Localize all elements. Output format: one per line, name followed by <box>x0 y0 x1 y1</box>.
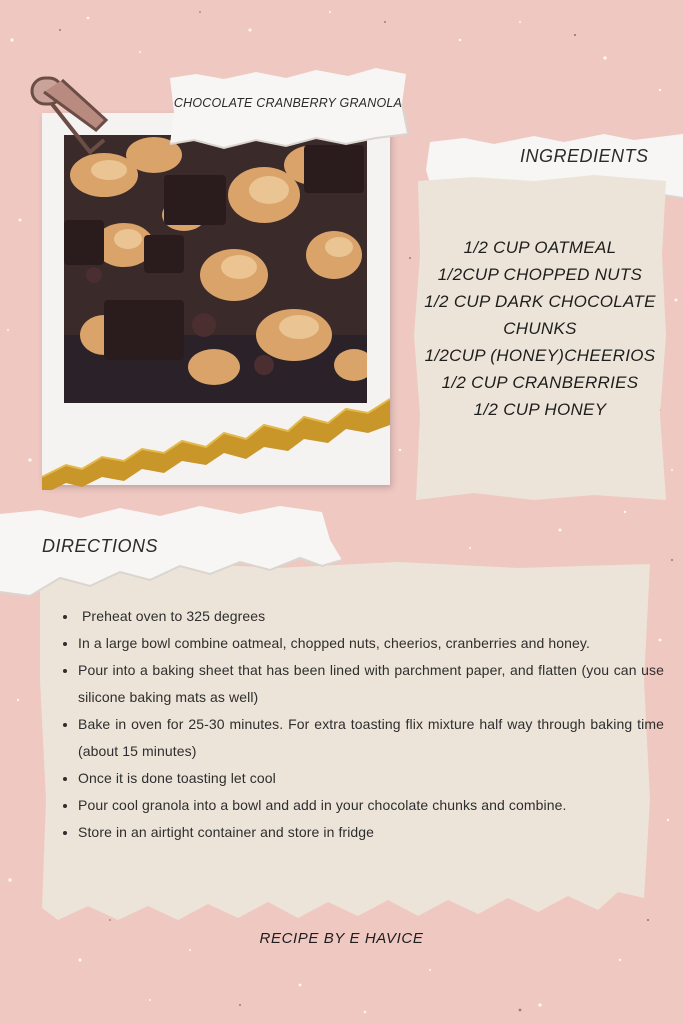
directions-list <box>56 603 664 846</box>
ingredient-item: 1/2 CUP DARK CHOCOLATE CHUNKS <box>424 292 656 338</box>
recipe-credit: RECIPE BY E HAVICE <box>259 930 424 947</box>
direction-step: • Bake in oven for 25-30 minutes. For extra toasting flix mixture half way through baking time (about 15 minutes) <box>78 711 664 765</box>
ingredient-item: 1/2 CUP CRANBERRIES <box>441 373 639 392</box>
ingredient-item: 1/2 CUP HONEY <box>473 400 607 419</box>
ingredients-heading: INGREDIENTS <box>520 146 649 166</box>
gold-torn-edge <box>42 395 390 490</box>
recipe-title: CHOCOLATE CRANBERRY GRANOLA <box>173 96 403 110</box>
title-strip <box>166 64 410 150</box>
paper-clip-icon <box>26 70 118 162</box>
direction-step: • Pour cool granola into a bowl and add in your chocolate chunks and combine. <box>78 792 664 819</box>
direction-step: • In a large bowl combine oatmeal, chopped nuts, cheerios, cranberries and honey. <box>78 630 664 657</box>
direction-step: • Once it is done toasting let cool <box>78 765 664 792</box>
direction-step: • Store in an airtight container and store in fridge <box>78 819 664 846</box>
granola-photo <box>64 135 367 403</box>
directions-heading: DIRECTIONS <box>42 536 159 556</box>
direction-step: • Pour into a baking sheet that has been lined with parchment paper, and flatten (you can use silicone baking mats as well) <box>78 657 664 711</box>
ingredients-list <box>420 234 660 423</box>
ingredient-item: 1/2CUP (HONEY)CHEERIOS <box>424 346 656 365</box>
ingredient-item: 1/2CUP CHOPPED NUTS <box>437 265 643 284</box>
direction-step: • Preheat oven to 325 degrees <box>78 603 664 630</box>
ingredient-item: 1/2 CUP OATMEAL <box>463 238 617 257</box>
directions-label-strip <box>0 500 342 604</box>
